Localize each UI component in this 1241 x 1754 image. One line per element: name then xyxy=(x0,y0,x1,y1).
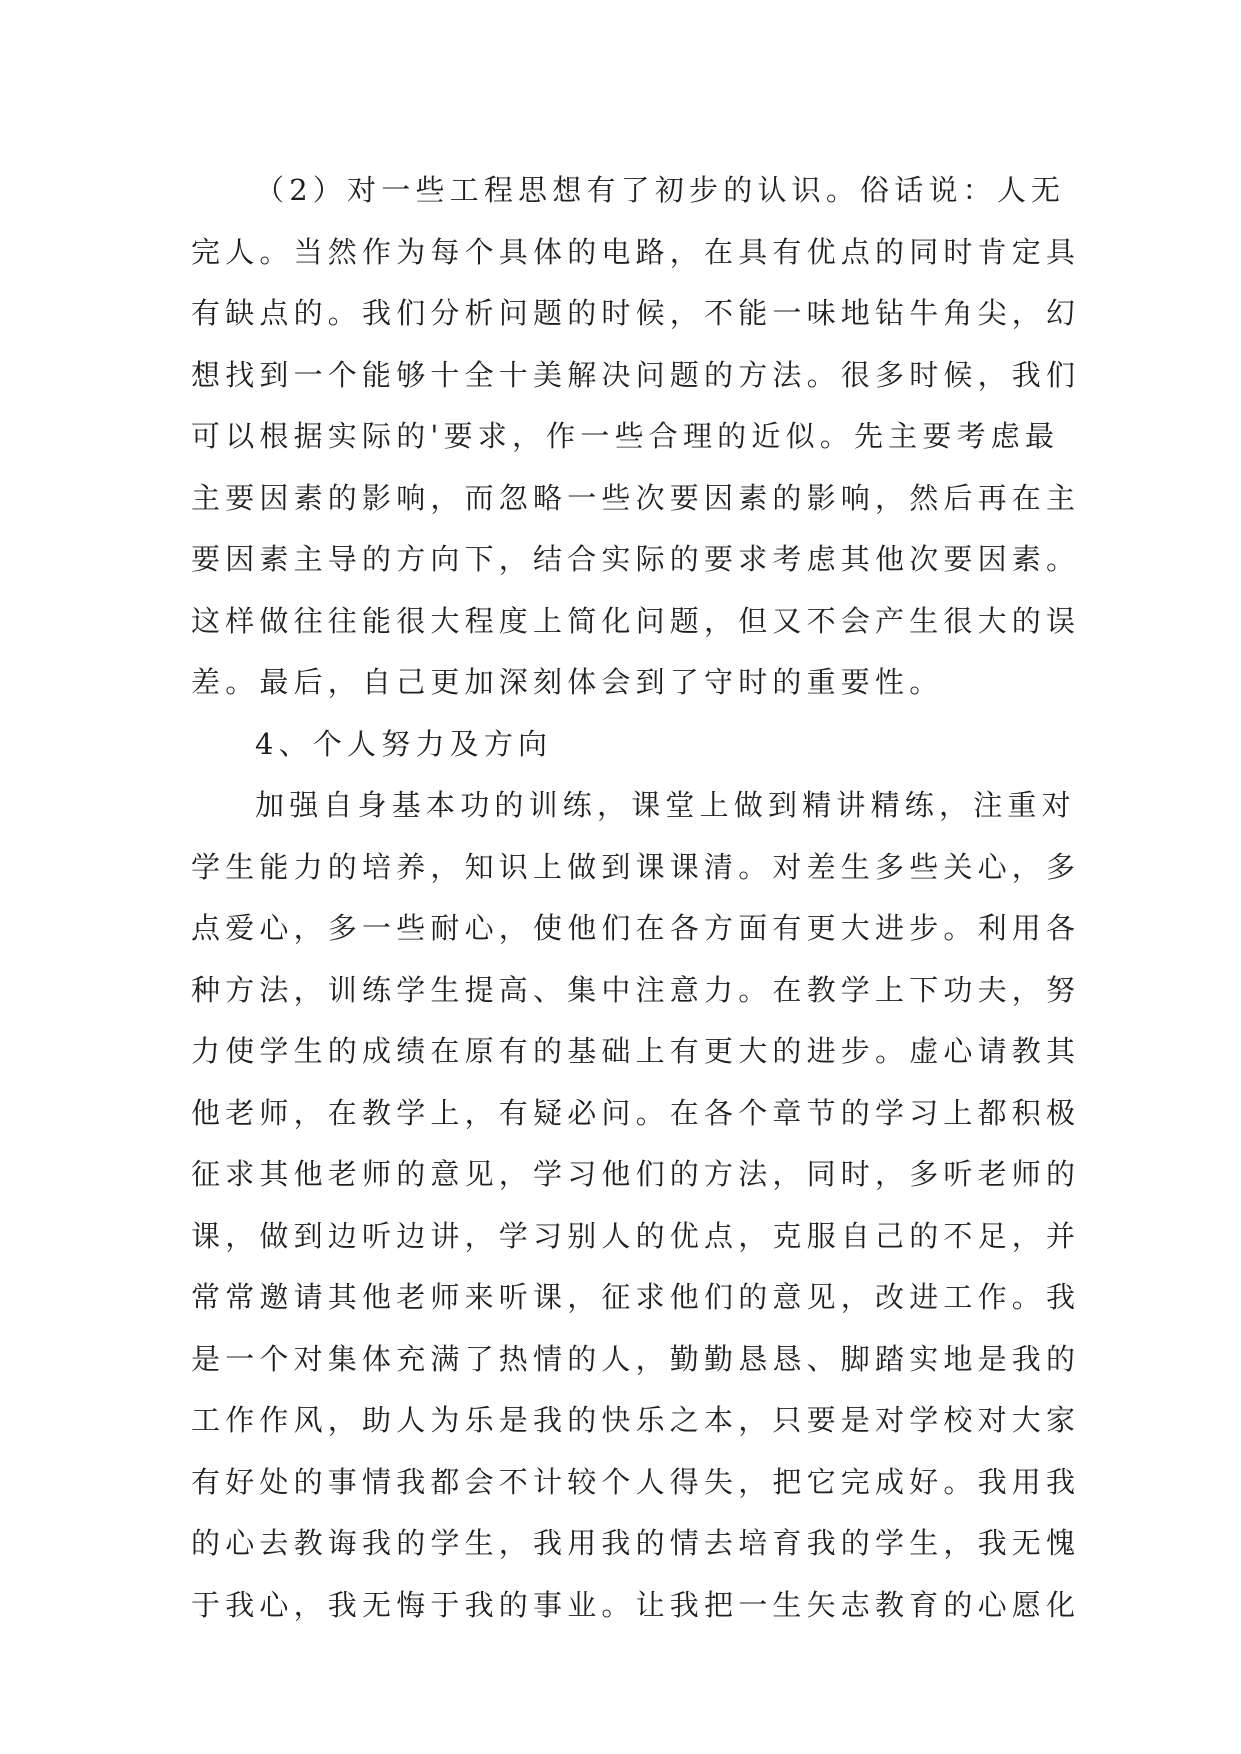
document-body-text xyxy=(191,160,1081,1636)
text-line: 的心去教诲我的学生，我用我的情去培育我的学生，我无愧 xyxy=(191,1526,1081,1560)
text-line: 想找到一个能够十全十美解决问题的方法。很多时候，我们 xyxy=(191,357,1081,392)
text-line: （2）对一些工程思想有了初步的认识。俗话说：人无 xyxy=(255,173,1066,207)
text-line: 有好处的事情我都会不计较个人得失，把它完成好。我用我 xyxy=(191,1464,1081,1499)
text-line: 差。最后，自己更加深刻体会到了守时的重要性。 xyxy=(191,665,944,699)
text-line: 加强自身基本功的训练，课堂上做到精讲精练，注重对 xyxy=(255,788,1076,822)
text-line: 种方法，训练学生提高、集中注意力。在教学上下功夫，努 xyxy=(191,972,1081,1007)
text-line: 工作作风，助人为乐是我的快乐之本，只要是对学校对大家 xyxy=(191,1403,1081,1437)
text-line: 课，做到边听边讲，学习别人的优点，克服自己的不足，并 xyxy=(191,1218,1081,1253)
text-line: 主要因素的影响，而忽略一些次要因素的影响，然后再在主 xyxy=(191,480,1081,515)
text-line: 点爱心，多一些耐心，使他们在各方面有更大进步。利用各 xyxy=(191,911,1081,945)
text-line: 于我心，我无悔于我的事业。让我把一生矢志教育的心愿化 xyxy=(191,1587,1081,1622)
text-line: 他老师，在教学上，有疑必问。在各个章节的学习上都积极 xyxy=(191,1095,1081,1130)
text-line: 征求其他老师的意见，学习他们的方法，同时，多听老师的 xyxy=(191,1157,1081,1191)
text-line: 完人。当然作为每个具体的电路，在具有优点的同时肯定具 xyxy=(191,234,1081,269)
text-line: 这样做往往能很大程度上简化问题，但又不会产生很大的误 xyxy=(191,603,1081,638)
text-line: 常常邀请其他老师来听课，征求他们的意见，改进工作。我 xyxy=(191,1280,1081,1314)
text-line: 要因素主导的方向下，结合实际的要求考虑其他次要因素。 xyxy=(191,542,1081,576)
text-line: 学生能力的培养，知识上做到课课清。对差生多些关心，多 xyxy=(191,849,1081,884)
text-line: 可以根据实际的'要求，作一些合理的近似。先主要考虑最 xyxy=(191,419,1060,453)
text-line: 力使学生的成绩在原有的基础上有更大的进步。虚心请教其 xyxy=(191,1034,1081,1068)
section-heading: 4、个人努力及方向 xyxy=(255,726,553,761)
text-line: 有缺点的。我们分析问题的时候，不能一味地钻牛角尖，幻 xyxy=(191,296,1081,330)
text-line: 是一个对集体充满了热情的人，勤勤恳恳、脚踏实地是我的 xyxy=(191,1341,1081,1376)
